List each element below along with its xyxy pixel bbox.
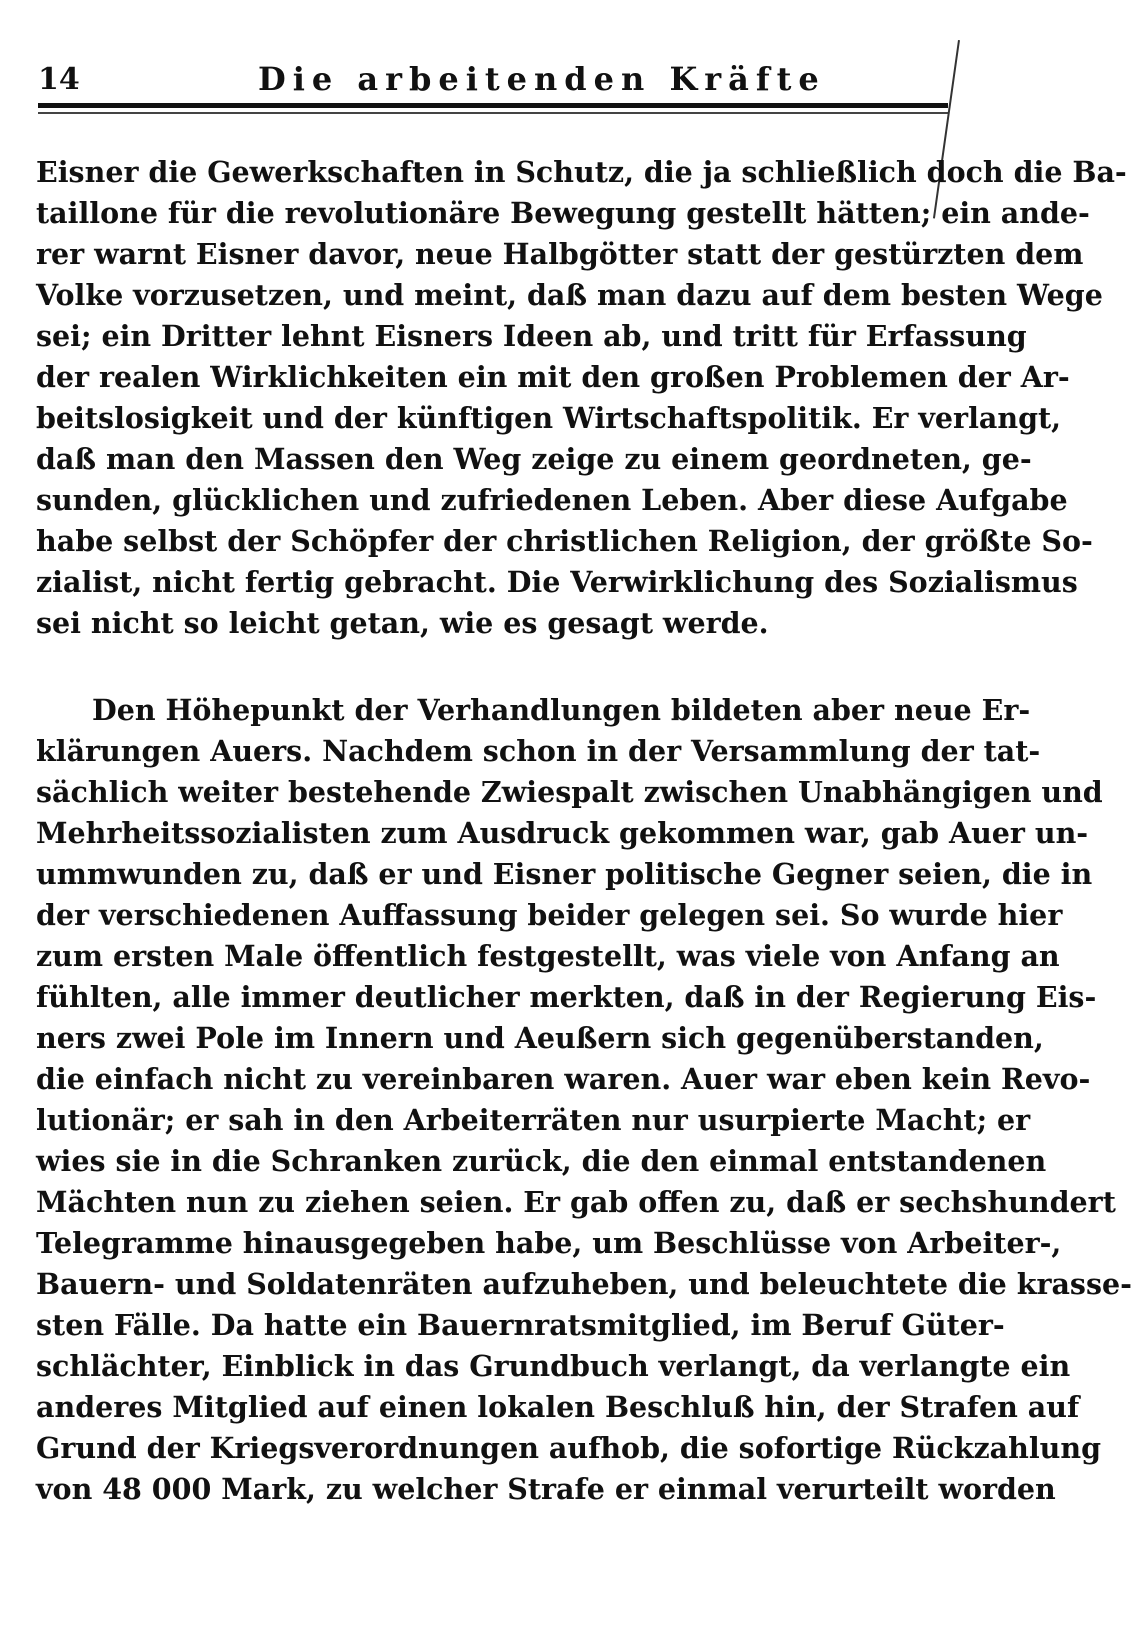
text-line: Grund der Kriegsverordnungen aufhob, die sofortige Rückzahlung bbox=[36, 1431, 1102, 1465]
text-line: Eisner die Gewerkschaften in Schutz, die ja schließlich doch die Ba- bbox=[36, 155, 1127, 189]
text-line: taillone für die revolutionäre Bewegung gestellt hätten; ein ande- bbox=[36, 196, 1090, 230]
text-line: von 48 000 Mark, zu welcher Strafe er einmal verurteilt worden bbox=[36, 1472, 1056, 1506]
text-line: sten Fälle. Da hatte ein Bauernratsmitglied, im Beruf Güter- bbox=[36, 1308, 1005, 1342]
text-line: lutionär; er sah in den Arbeiterräten nur usurpierte Macht; er bbox=[36, 1103, 1031, 1137]
text-line: der realen Wirklichkeiten ein mit den großen Problemen der Ar- bbox=[36, 360, 1070, 394]
text-line: Mächten nun zu ziehen seien. Er gab offen zu, daß er sechshundert bbox=[36, 1185, 1116, 1219]
text-line: sei; ein Dritter lehnt Eisners Ideen ab, und tritt für Erfassung bbox=[36, 319, 1027, 353]
text-line: wies sie in die Schranken zurück, die den einmal entstandenen bbox=[36, 1144, 1047, 1178]
text-line: die einfach nicht zu vereinbaren waren. Auer war eben kein Revo- bbox=[36, 1062, 1091, 1096]
running-head: Die arbeitenden Kräfte bbox=[258, 60, 826, 98]
paragraph-1 bbox=[36, 152, 1127, 644]
text-line: zum ersten Male öffentlich festgestellt, was viele von Anfang an bbox=[36, 939, 1060, 973]
text-line: sächlich weiter bestehende Zwiespalt zwischen Unabhängigen und bbox=[36, 775, 1103, 809]
text-line: sunden, glücklichen und zufriedenen Leben. Aber diese Aufgabe bbox=[36, 483, 1068, 517]
text-line: der verschiedenen Auffassung beider gelegen sei. So wurde hier bbox=[36, 898, 1063, 932]
text-line: zialist, nicht fertig gebracht. Die Verwirklichung des Sozialismus bbox=[36, 565, 1078, 599]
text-line: rer warnt Eisner davor, neue Halbgötter statt der gestürzten dem bbox=[36, 237, 1084, 271]
header-rule bbox=[38, 103, 948, 108]
text-line: Mehrheitssozialisten zum Ausdruck gekommen war, gab Auer un- bbox=[36, 816, 1089, 850]
text-line: beitslosigkeit und der künftigen Wirtschaftspolitik. Er verlangt, bbox=[36, 401, 1062, 435]
text-line: Telegramme hinausgegeben habe, um Beschlüsse von Arbeiter-, bbox=[36, 1226, 1062, 1260]
text-line: daß man den Massen den Weg zeige zu einem geordneten, ge- bbox=[36, 442, 1032, 476]
text-line: ummwunden zu, daß er und Eisner politische Gegner seien, die in bbox=[36, 857, 1093, 891]
text-line: ners zwei Pole im Innern und Aeußern sich gegenüberstanden, bbox=[36, 1021, 1044, 1055]
text-line: klärungen Auers. Nachdem schon in der Versammlung der tat- bbox=[36, 734, 1041, 768]
text-line: Bauern- und Soldatenräten aufzuheben, und beleuchtete die krasse- bbox=[36, 1267, 1132, 1301]
text-line: habe selbst der Schöpfer der christlichen Religion, der größte So- bbox=[36, 524, 1093, 558]
text-line: anderes Mitglied auf einen lokalen Beschluß hin, der Strafen auf bbox=[36, 1390, 1080, 1424]
text-line: schlächter, Einblick in das Grundbuch verlangt, da verlangte ein bbox=[36, 1349, 1071, 1383]
text-line: sei nicht so leicht getan, wie es gesagt werde. bbox=[36, 606, 769, 640]
header-rule-thin bbox=[38, 112, 948, 114]
page-number: 14 bbox=[38, 62, 80, 97]
paragraph-2 bbox=[36, 690, 1132, 1510]
text-line: fühlten, alle immer deutlicher merkten, daß in der Regierung Eis- bbox=[36, 980, 1097, 1014]
text-line: Den Höhepunkt der Verhandlungen bildeten aber neue Er- bbox=[92, 693, 1031, 727]
text-line: Volke vorzusetzen, und meint, daß man dazu auf dem besten Wege bbox=[36, 278, 1103, 312]
